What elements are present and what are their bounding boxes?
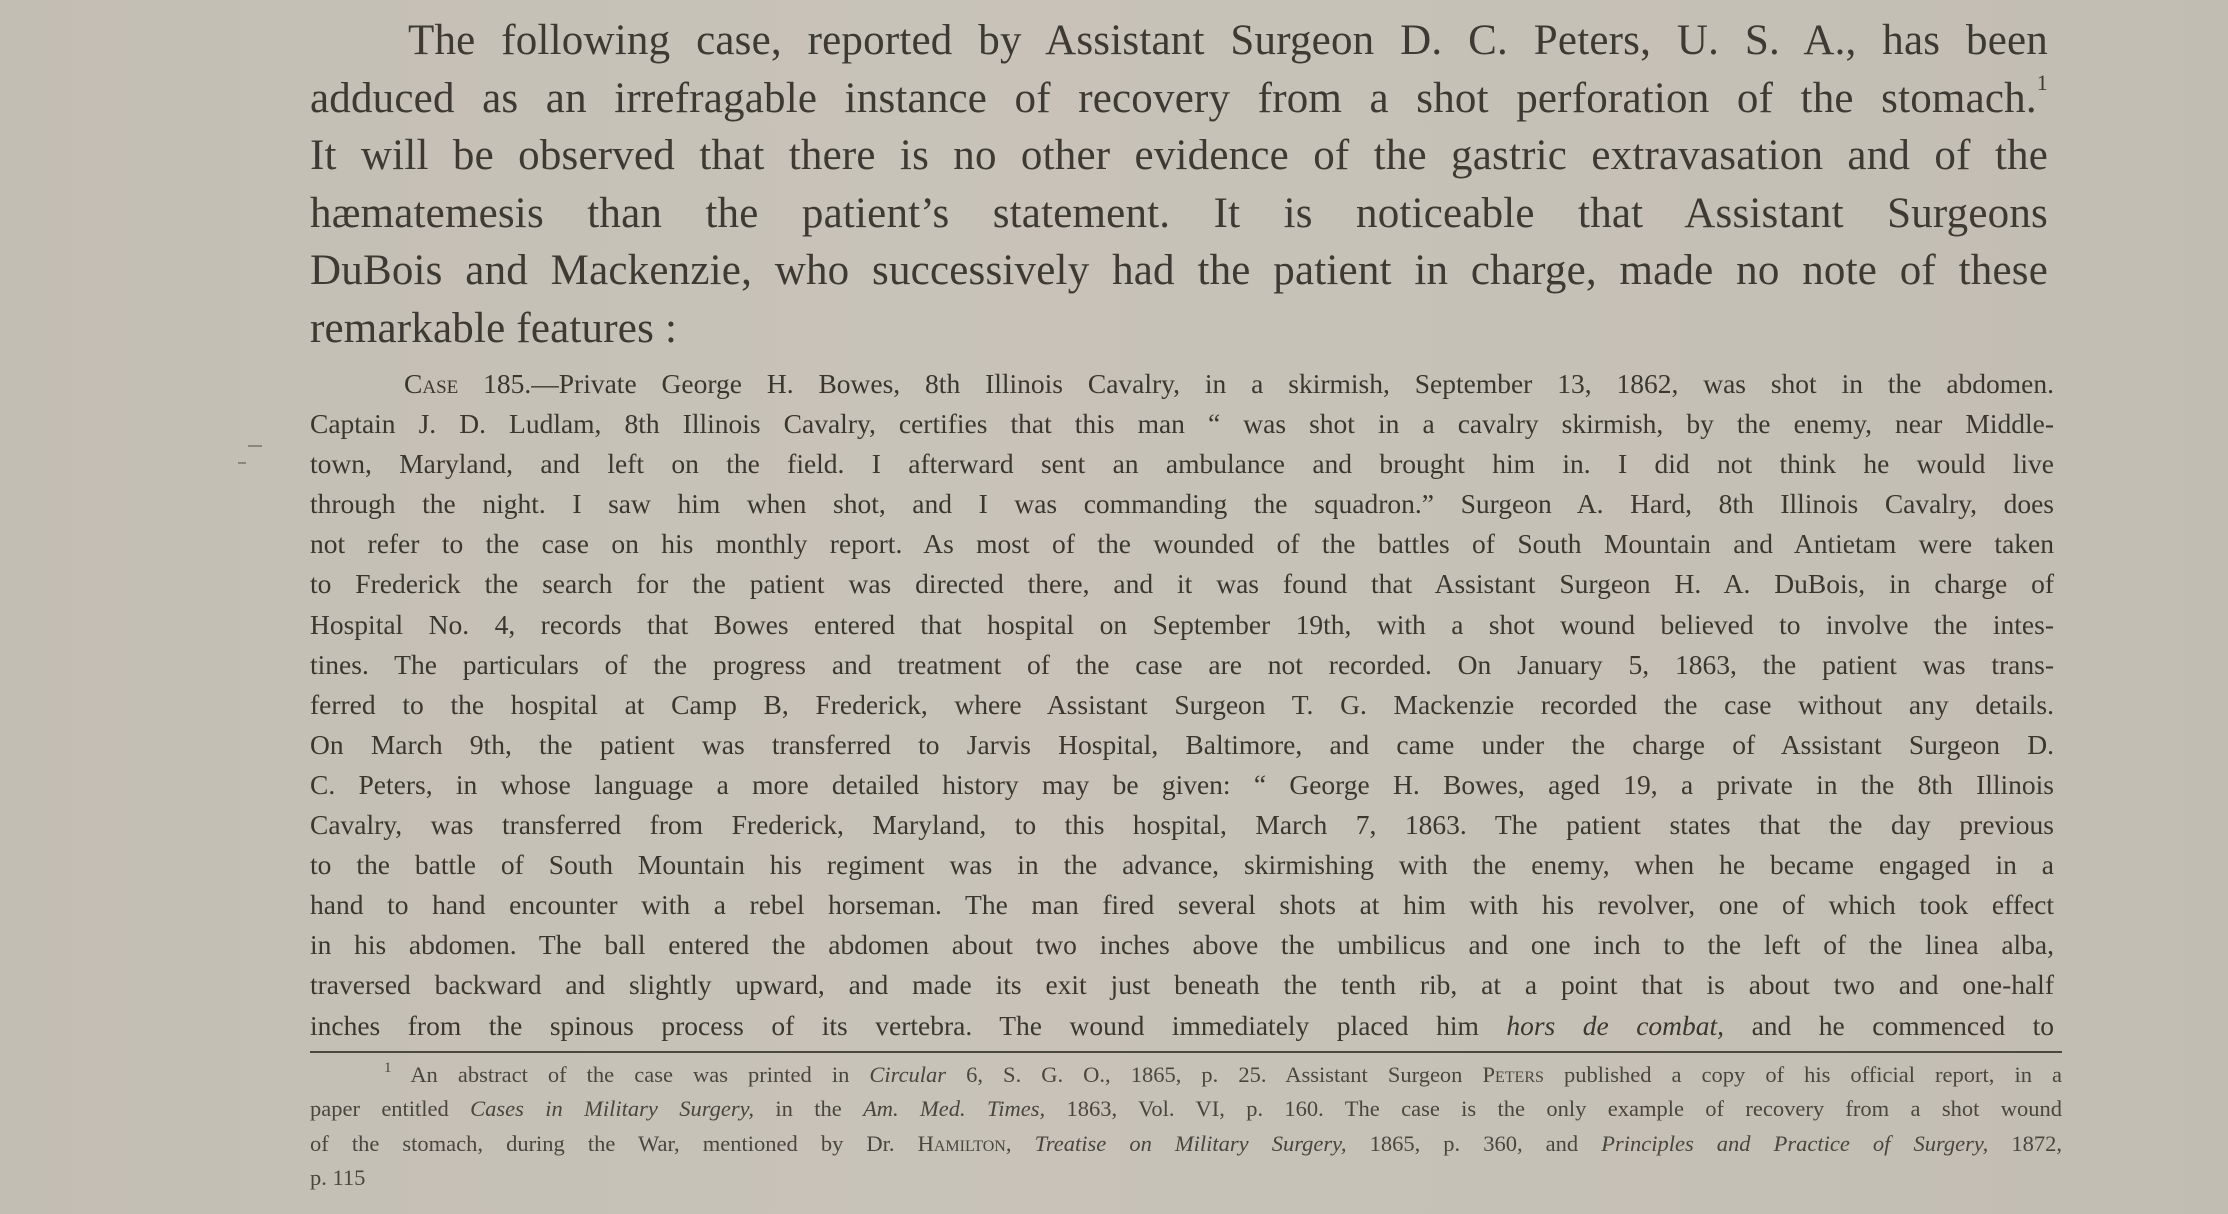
case-line: hand to hand encounter with a rebel horseman. The man fired several shots at him with his revolver, one of which took effect — [310, 889, 2054, 921]
intro-line — [310, 70, 2048, 128]
footnote-italic: Treatise on Military Surgery, — [1034, 1130, 1347, 1156]
case-line-text: inches from the spinous process of its vertebra. The wound immediately placed him — [310, 1009, 1507, 1041]
case-line: Cavalry, was transferred from Frederick, Maryland, to this hospital, March 7, 1863. The patient states that the day previous — [310, 809, 2054, 841]
intro-paragraph — [310, 12, 2048, 357]
intro-line-text: adduced as an irrefragable instance of recovery from a shot perforation of the stomach. — [310, 74, 2037, 122]
italic-phrase: hors de combat, — [1506, 1009, 1725, 1041]
footnote-text: An abstract of the case was printed in — [391, 1062, 870, 1087]
footnote-text: paper entitled — [310, 1096, 471, 1122]
case-line: town, Maryland, and left on the field. I afterward sent an ambulance and brought him in. I did not think he would live — [310, 448, 2054, 480]
footnote-line — [310, 1058, 2062, 1092]
case-line: not refer to the case on his monthly report. As most of the wounded of the battles of South Mountain and Antietam were taken — [310, 528, 2054, 560]
footnote-text: 1863, Vol. VI, p. 160. The case is the only example of recovery from a shot wound — [1045, 1096, 2062, 1122]
case-line: in his abdomen. The ball entered the abdomen about two inches above the umbilicus and one inch to the left of the linea alba, — [310, 929, 2054, 961]
case-line: tines. The particulars of the progress and treatment of the case are not recorded. On January 5, 1863, the patient was trans- — [310, 648, 2054, 680]
case-line-text: and he commenced to — [1724, 1009, 2054, 1041]
footnote-reference[interactable]: 1 — [2036, 69, 2048, 95]
case-line: On March 9th, the patient was transferred to Jarvis Hospital, Baltimore, and came under the charge of Assistant Surgeon D. — [310, 728, 2054, 760]
footnote-italic: Principles and Practice of Surgery, — [1601, 1130, 1989, 1156]
intro-line: DuBois and Mackenzie, who successively had the patient in charge, made no note of these — [310, 247, 2048, 294]
footnote-line: p. 115 — [310, 1164, 366, 1190]
case-label: Case 185. — [404, 368, 532, 399]
footnote-text: in the — [754, 1096, 864, 1122]
footnote-italic: Am. Med. Times, — [863, 1096, 1046, 1122]
footnote-text: 1872, — [1988, 1130, 2062, 1156]
footnote — [310, 1058, 2062, 1195]
case-line: through the night. I saw him when shot, and I was commanding the squadron.” Surgeon A. Hard, 8th Illinois Cavalry, does — [310, 488, 2054, 520]
margin-mark — [238, 462, 246, 464]
footnote-rule — [310, 1051, 2062, 1053]
footnote-italic: Cases in Military Surgery, — [470, 1096, 754, 1122]
case-line: to Frederick the search for the patient was directed there, and it was found that Assistant Surgeon H. A. DuBois, in charge of — [310, 568, 2054, 600]
footnote-text: 6, S. G. O., 1865, p. 25. Assistant Surgeon — [946, 1062, 1483, 1087]
footnote-line — [310, 1127, 2062, 1161]
case-line — [310, 1006, 2054, 1046]
case-line: Hospital No. 4, records that Bowes entered that hospital on September 19th, with a shot wound believed to involve the intes- — [310, 608, 2054, 640]
case-line-text: —Private George H. Bowes, 8th Illinois Cavalry, in a skirmish, September 13, 1862, was shot in the abdomen. — [531, 368, 2054, 399]
case-line: traversed backward and slightly upward, and made its exit just beneath the tenth rib, at a point that is about two and one-half — [310, 969, 2054, 1001]
case-report — [310, 364, 2054, 1046]
footnote-line — [310, 1092, 2062, 1126]
intro-line: remarkable features : — [310, 304, 678, 352]
intro-line: It will be observed that there is no other evidence of the gastric extravasation and of the — [310, 132, 2048, 179]
case-line: C. Peters, in whose language a more detailed history may be given: “ George H. Bowes, aged 19, a private in the 8th Illinois — [310, 768, 2054, 800]
intro-line: The following case, reported by Assistant Surgeon D. C. Peters, U. S. A., has been — [408, 17, 2048, 64]
intro-line: hæmatemesis than the patient’s statement. It is noticeable that Assistant Surgeons — [310, 189, 2048, 237]
footnote-author: Peters — [1482, 1062, 1544, 1087]
footnote-text: , — [1005, 1130, 1035, 1156]
margin-mark — [248, 445, 262, 447]
footnote-text: 1865, p. 360, and — [1346, 1130, 1602, 1156]
case-line — [310, 364, 2054, 404]
footnote-author: Hamilton — [917, 1130, 1006, 1156]
case-line: to the battle of South Mountain his regiment was in the advance, skirmishing with the enemy, when he became engaged in a — [310, 849, 2054, 881]
footnote-text: published a copy of his official report, in a — [1543, 1062, 2062, 1087]
case-line: ferred to the hospital at Camp B, Frederick, where Assistant Surgeon T. G. Mackenzie recorded the case without any details. — [310, 688, 2054, 720]
footnote-italic: Circular — [869, 1062, 947, 1087]
footnote-text: of the stomach, during the War, mentioned by Dr. — [310, 1130, 918, 1156]
case-line: Captain J. D. Ludlam, 8th Illinois Cavalry, certifies that this man “ was shot in a cavalry skirmish, by the enemy, near Middle- — [310, 408, 2054, 440]
footnote-marker: 1 — [384, 1060, 392, 1076]
